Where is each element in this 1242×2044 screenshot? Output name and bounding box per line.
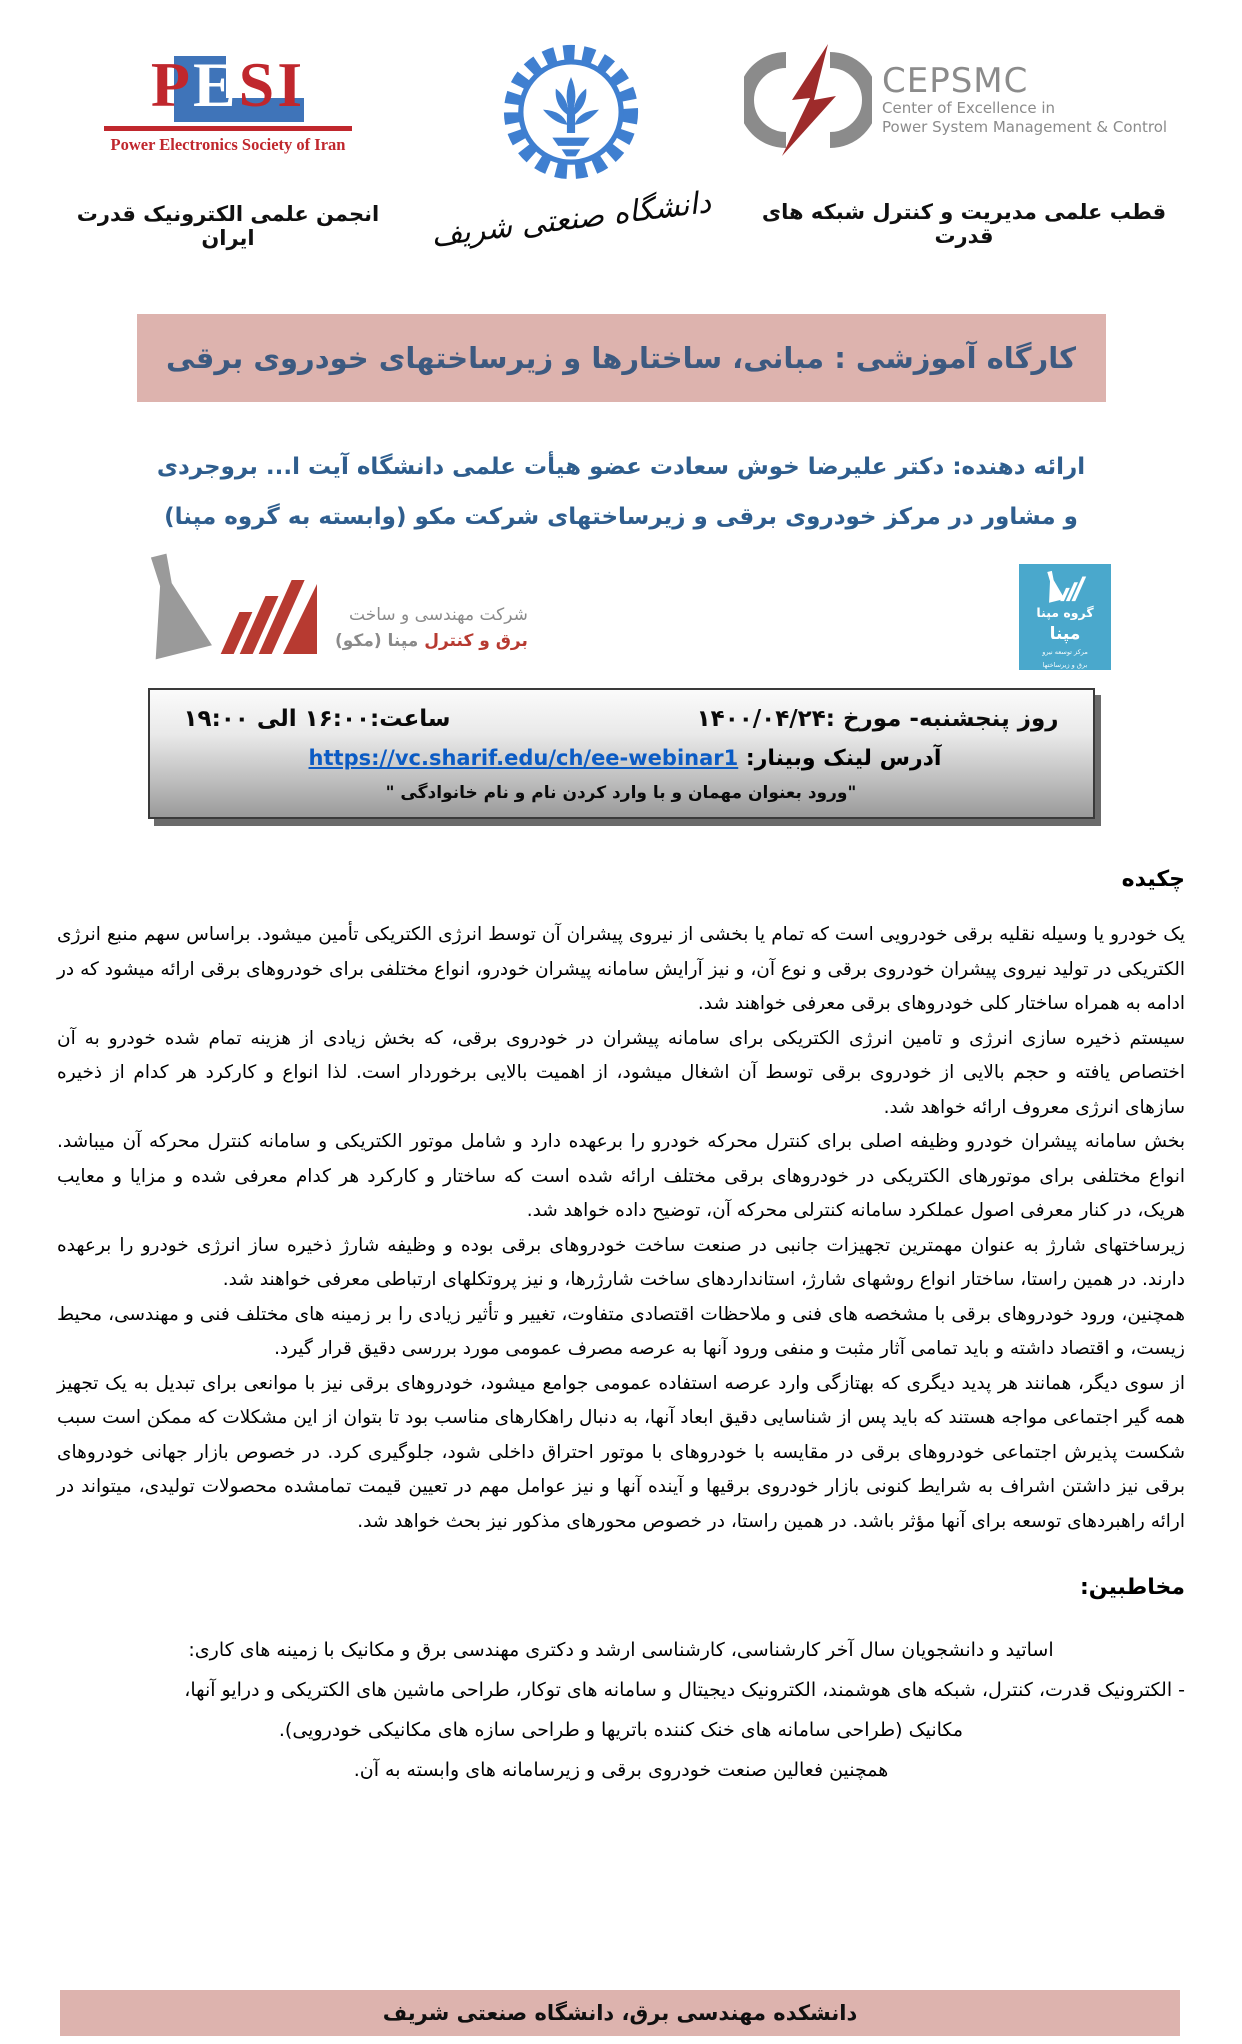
pesi-caption-fa: انجمن علمی الکترونیک قدرت ایران	[76, 202, 380, 250]
header	[0, 0, 1242, 255]
footer-text: دانشکده مهندسی برق، دانشگاه صنعتی شریف	[382, 2001, 858, 2025]
mapna-wordmark: مپنا	[1049, 624, 1081, 644]
abstract-paragraph: از سوی دیگر، همانند هر پدید دیگری که بهتازگی وارد عرصه استفاده عمومی جوامع میشود، خودروهای برقی نیز با موانعی برای تبدیل به یک تجهیز همه گیر اجتماعی مواجه هستند که باید پس از شناسایی دقیق ابعاد آنها، به دنبال راهکارهای مناسب بود تا بتوان از این مشکلات که ممکن است سبب شکست پذیرش اجتماعی خودروهای برقی در مقایسه با خودروهای با موتور احتراق داخلی شود، جلوگیری کرد. در خصوص بازار جهانی خودروهای برقی نیز داشتن اشراف به شرایط کنونی بازار خودروی برقیها و آینده آنها و نیز عوامل مهم در تعیین قیمت تمامشده محصولات تولیدی، میتواند در ارائه راهبردهای توسعه برای آنها مؤثر باشد. در همین راستا، در خصوص محورهای مذکور نیز بحث خواهد شد.	[57, 1372, 1185, 1532]
mapna-badge-flask-icon	[1043, 569, 1087, 603]
mapna-badge-small-1: مرکز توسعه نیرو	[1042, 648, 1088, 656]
cepsmc-logo	[744, 44, 1184, 156]
abstract-paragraphs	[57, 918, 1185, 1539]
abstract-paragraph: بخش سامانه پیشران خودرو وظیفه اصلی برای کنترل محرکه خودرو را برعهده دارد و شامل موتور الکتریکی و سامانه کنترل محرکه آن میباشد. انواع مختلفی برای موتورهای الکتریکی در خودروهای برقی مختلف ارائه شده است که ساختار و کارکرد هر کدام معرفی شده و مزایا و معایب هریک، در کنار معرفی اصول عملکرد سامانه کنترلی محرکه آن، توضیح داده خواهد شد.	[57, 1131, 1185, 1221]
abstract-paragraph: یک خودرو یا وسیله نقلیه برقی خودرویی است که تمام یا بخشی از نیروی پیشران آن توسط انرژی الکتریکی تأمین میشود. براساس سهم منبع انرژی الکتریکی در تولید نیروی پیشران خودروی برقی و نوع آن، و نیز آرایش سامانه پیشران خودرو، انواع مختلفی برای خودروهای برقی ارائه میشود که در ادامه به همراه ساختار کلی خودروهای برقی معرفی خواهند شد.	[57, 924, 1185, 1014]
cepsmc-caption-fa: قطب علمی مدیریت و کنترل شبکه های قدرت	[761, 200, 1167, 248]
mapna-group-badge	[1019, 564, 1111, 670]
audience-lines	[57, 1630, 1185, 1790]
schedule-date: روز پنجشنبه- مورخ :۱۴۰۰/۰۴/۲۴	[696, 706, 1059, 732]
cepsmc-text-block	[882, 63, 1167, 137]
meco-line-2	[335, 628, 528, 654]
meco-text-block	[335, 602, 528, 660]
schedule-box	[148, 688, 1095, 819]
workshop-title: کارگاه آموزشی : مبانی، ساختارها و زیرساختهای خودروی برقی	[166, 341, 1076, 375]
abstract-paragraph: سیستم ذخیره سازی انرژی و تامین انرژی الکتریکی برای سامانه پیشران در خودروی برقی، که بخش زیادی از هزینه تمام شده خودرو به آن اختصاص یافته و حجم بالایی از خودروی برقی توسط آن اشغال میشود، از اهمیت بالایی برخوردار است. لذا انواع و کارکرد هر کدام از ذخیره سازهای انرژی معروف ارائه خواهد شد.	[57, 1027, 1185, 1118]
pesi-letters-si: SI	[238, 49, 306, 120]
workshop-title-banner	[137, 314, 1106, 402]
schedule-link-row	[184, 746, 1059, 771]
audience-line: اساتید و دانشجویان سال آخر کارشناسی، کارشناسی ارشد و دکتری مهندسی برق و مکانیک با زمینه های کاری:	[188, 1639, 1054, 1661]
mapna-meco-flask-icon	[131, 550, 321, 660]
presenter-line-1: ارائه دهنده: دکتر علیرضا خوش سعادت عضو هیأت علمی دانشگاه آیت ا... بروجردی	[156, 454, 1086, 480]
pesi-logo	[102, 49, 354, 154]
sharif-university-emblem-icon	[501, 42, 641, 182]
abstract-paragraph: زیرساختهای شارژ به عنوان مهمترین تجهیزات جانبی در صنعت ساخت خودروهای برقی بوده و وظیفه شارژ ذخیره ساز انرژی خودرو را برعهده دارند. در همین راستا، ساختار انواع روشهای شارژ، استانداردهای ساخت شارژرها، و نیز پروتکلهای ارتباطی معرفی خواهند شد.	[57, 1234, 1185, 1290]
pesi-letter-p: P	[150, 49, 193, 120]
audience-line: مکانیک (طراحی سامانه های خنک کننده باتریها و طراحی سازه های مکانیکی خودرویی).	[278, 1719, 964, 1741]
schedule-entry-note: "ورود بعنوان مهمان و با وارد کردن نام و نام خانوادگی "	[385, 783, 857, 803]
cepsmc-tagline-1: Center of Excellence in	[882, 99, 1056, 117]
sharif-calligraphy-name: دانشگاه صنعتی شریف	[429, 184, 713, 255]
webinar-link-label: آدرس لینک وبینار:	[745, 746, 942, 771]
audience-line: - الکترونیک قدرت، کنترل، شبکه های هوشمند، الکترونیک دیجیتال و سامانه های توکار، طراحی ماشین های الکتریکی و درایو آنها،	[184, 1679, 1185, 1701]
footer-bar	[60, 1990, 1180, 2036]
pesi-caption-en: Power Electronics Society of Iran	[110, 135, 346, 154]
pesi-column	[58, 38, 398, 250]
cepsmc-column	[744, 38, 1184, 248]
meco-line-2-rest: مپنا (مکو)	[335, 631, 425, 651]
cepsmc-acronym: CEPSMC	[882, 61, 1029, 101]
schedule-time: ساعت:۱۶:۰۰ الی ۱۹:۰۰	[183, 706, 451, 732]
audience-heading: مخاطبین:	[1079, 1575, 1185, 1600]
presenter-block	[0, 442, 1242, 542]
cepsmc-lightning-icon	[744, 44, 872, 156]
presenter-line-2: و مشاور در مرکز خودروی برقی و زیرساختهای شرکت مکو (وابسته به گروه مپنا)	[164, 504, 1078, 530]
audience-line: همچنین فعالین صنعت خودروی برقی و زیرسامانه های وابسته به آن.	[353, 1759, 889, 1781]
webinar-link[interactable]: https://vc.sharif.edu/ch/ee-webinar1	[308, 746, 739, 770]
mapna-badge-small-2: برق و زیرساختها	[1042, 661, 1088, 669]
company-logos-row	[131, 550, 1111, 670]
pesi-underline	[104, 126, 352, 131]
mapna-group-label: گروه مپنا	[1036, 605, 1094, 620]
abstract-section	[57, 867, 1185, 1539]
meco-logo	[131, 550, 528, 660]
meco-line-2-red: برق و کنترل	[424, 631, 528, 651]
abstract-heading: چکیده	[1121, 867, 1185, 892]
pesi-letter-e: E	[192, 49, 239, 120]
abstract-paragraph: همچنین، ورود خودروهای برقی با مشخصه های فنی و ملاحظات اقتصادی متفاوت، تغییر و تأثیر زیادی را بر زمینه های مختلف فنی و مهندسی، محیط زیست، و اقتصاد داشته و باید تمامی آثار مثبت و منفی ورود آنها به عرصه مصرف عمومی مورد بررسی دقیق قرار گیرد.	[57, 1303, 1185, 1359]
meco-line-1: شرکت مهندسی و ساخت	[349, 605, 528, 625]
schedule-date-time-row	[184, 706, 1059, 732]
cepsmc-tagline-2: Power System Management & Control	[882, 118, 1168, 136]
audience-section	[57, 1575, 1185, 1790]
pesi-acronym	[102, 48, 354, 122]
sharif-column	[421, 38, 721, 255]
